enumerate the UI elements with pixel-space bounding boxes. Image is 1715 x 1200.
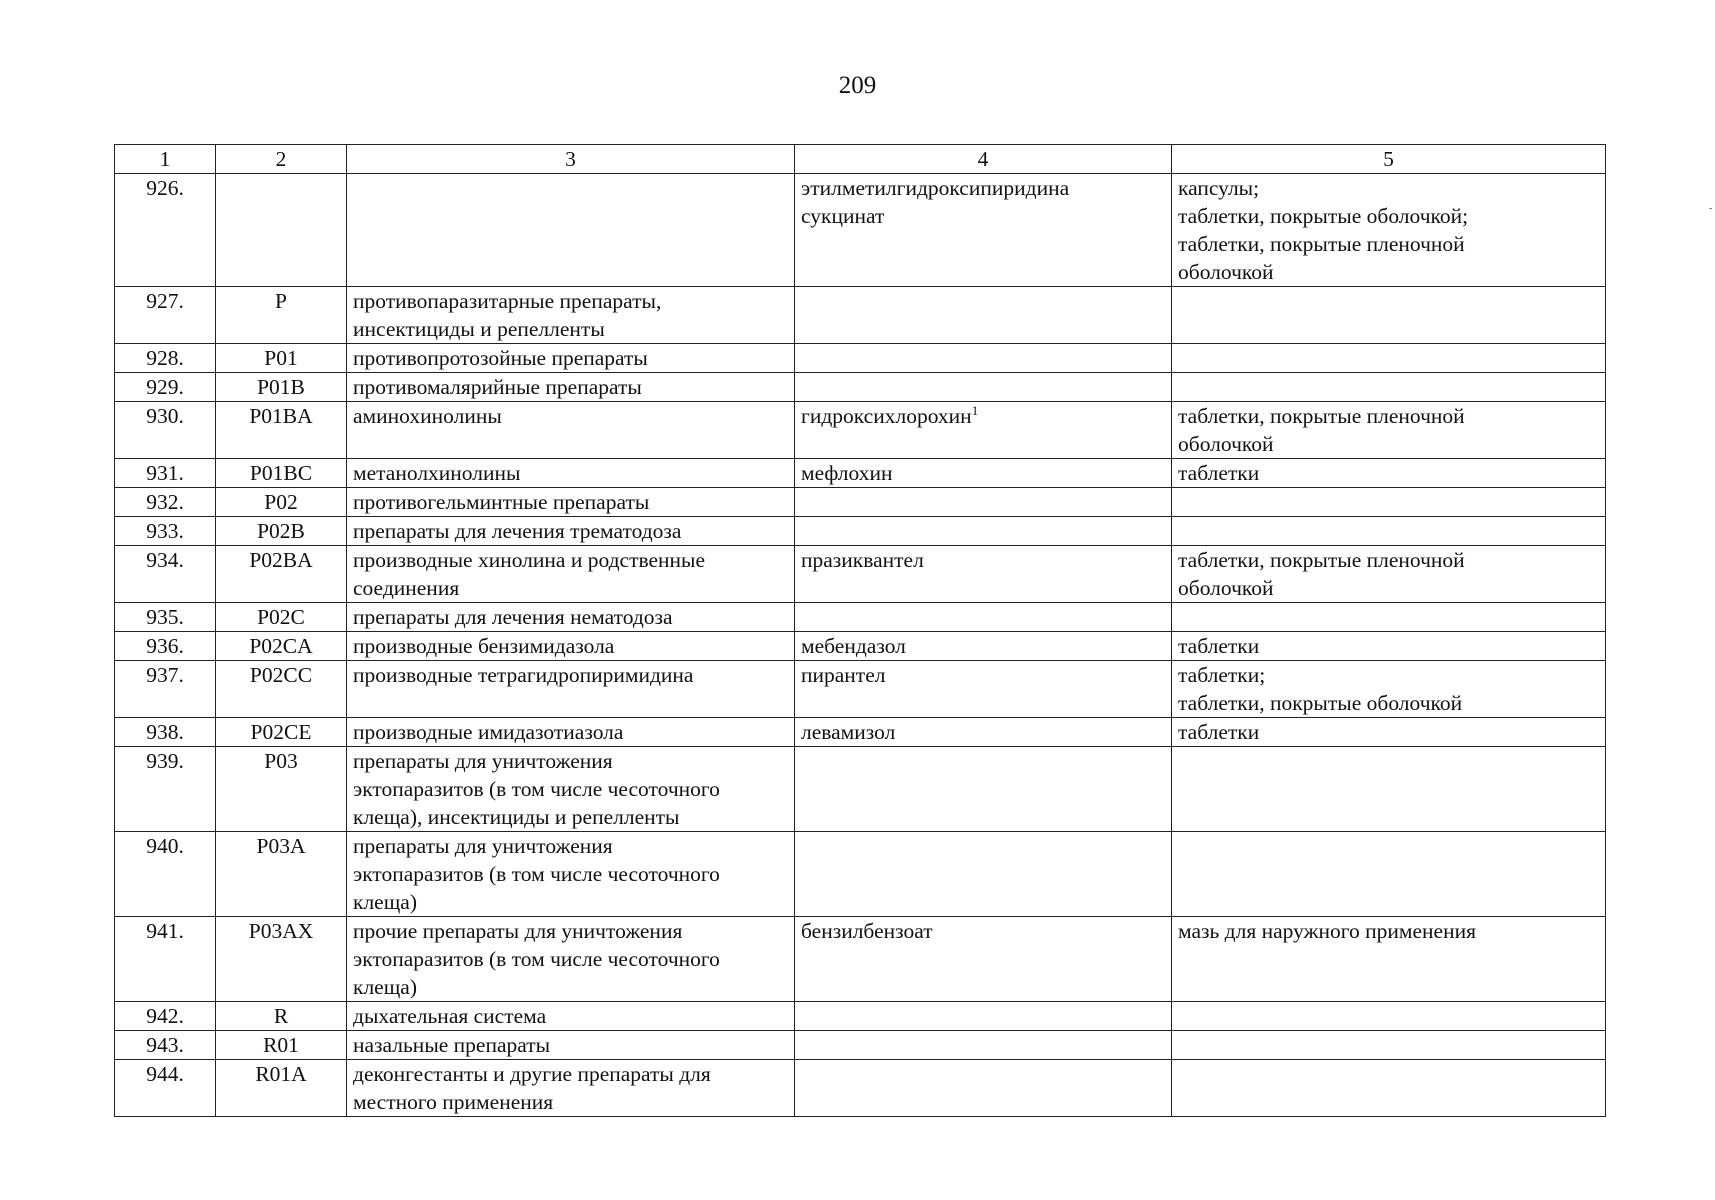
group-text-line: производные тетрагидропиримидина [353, 663, 694, 687]
dosage-form-line: таблетки [1178, 720, 1260, 744]
dosage-form-cell [1172, 832, 1606, 917]
dosage-form-cell [1172, 287, 1606, 344]
anatomical-group-cell [347, 373, 795, 402]
medication-table [114, 144, 1606, 1117]
row-number-cell [115, 1060, 216, 1117]
row-number-cell [115, 917, 216, 1002]
row-number: 940. [146, 834, 184, 858]
header-cell: 5 [1172, 145, 1606, 174]
dosage-form-line: таблетки [1178, 634, 1260, 658]
drug-name-line: пирантел [801, 663, 886, 687]
group-text-line: препараты для уничтожения [353, 749, 613, 773]
group-text-line: препараты для лечения нематодоза [353, 605, 673, 629]
drug-name-cell [795, 603, 1172, 632]
anatomical-group-cell [347, 1031, 795, 1060]
dosage-form-line: капсулы; [1178, 176, 1260, 200]
table-row [115, 1060, 1606, 1117]
dosage-form-cell [1172, 632, 1606, 661]
group-text-line: производные имидазотиазола [353, 720, 624, 744]
atc-code-cell [216, 546, 347, 603]
drug-name-cell [795, 174, 1172, 287]
group-text-line: дыхательная система [353, 1004, 547, 1028]
row-number: 930. [146, 404, 184, 428]
dosage-form-cell [1172, 661, 1606, 718]
dosage-form-cell [1172, 1060, 1606, 1117]
row-number: 936. [146, 634, 184, 658]
atc-code-cell [216, 459, 347, 488]
group-text-line: назальные препараты [353, 1033, 551, 1057]
drug-name-cell [795, 1002, 1172, 1031]
dosage-form-cell [1172, 402, 1606, 459]
table-row [115, 747, 1606, 832]
atc-code-cell [216, 488, 347, 517]
dosage-form-line: мазь для наружного применения [1178, 919, 1476, 943]
drug-name-cell [795, 917, 1172, 1002]
table-row [115, 661, 1606, 718]
atc-code: P01BC [249, 461, 313, 485]
atc-code-cell [216, 832, 347, 917]
drug-name-cell [795, 488, 1172, 517]
group-text-line: прочие препараты для уничтожения [353, 919, 683, 943]
group-text-line: аминохинолины [353, 404, 502, 428]
group-text-line: эктопаразитов (в том числе чесоточного [353, 777, 720, 801]
row-number: 944. [146, 1062, 184, 1086]
row-number-cell [115, 402, 216, 459]
anatomical-group-cell [347, 832, 795, 917]
group-text-line: противопаразитарные препараты, [353, 289, 662, 313]
group-text-line: деконгестанты и другие препараты для [353, 1062, 711, 1086]
dosage-form-line: оболочкой [1178, 576, 1274, 600]
atc-code-cell [216, 1031, 347, 1060]
group-text-line: клеща) [353, 975, 417, 999]
group-text-line: противопротозойные препараты [353, 346, 648, 370]
drug-name-cell [795, 459, 1172, 488]
header-row [115, 145, 1606, 174]
dosage-form-cell [1172, 1031, 1606, 1060]
atc-code-cell [216, 1002, 347, 1031]
group-text-line: противомалярийные препараты [353, 375, 642, 399]
group-text-line: клеща) [353, 890, 417, 914]
group-text-line: эктопаразитов (в том числе чесоточного [353, 947, 720, 971]
footnote-marker: 1 [971, 403, 979, 418]
row-number-cell [115, 832, 216, 917]
atc-code-cell [216, 632, 347, 661]
atc-code: P03A [256, 834, 306, 858]
dosage-form-line: таблетки, покрытые оболочкой; [1178, 204, 1469, 228]
atc-code: R01 [263, 1033, 299, 1057]
drug-name-cell [795, 661, 1172, 718]
table-row [115, 373, 1606, 402]
dosage-form-cell [1172, 488, 1606, 517]
dosage-form-cell [1172, 174, 1606, 287]
drug-name-cell [795, 546, 1172, 603]
group-text-line: метанолхинолины [353, 461, 521, 485]
group-text-line: клеща), инсектициды и репелленты [353, 805, 680, 829]
drug-name-line: сукцинат [801, 204, 885, 228]
atc-code-cell [216, 718, 347, 747]
table-row [115, 718, 1606, 747]
drug-name-with-footnote [801, 402, 1165, 430]
table-row [115, 459, 1606, 488]
row-number: 928. [146, 346, 184, 370]
row-number-cell [115, 661, 216, 718]
anatomical-group-cell [347, 718, 795, 747]
drug-name-line: празиквантел [801, 548, 924, 572]
table-row [115, 344, 1606, 373]
page-number: 209 [838, 72, 877, 99]
atc-code: R01A [255, 1062, 307, 1086]
group-text-line: производные хинолина и родственные [353, 548, 706, 572]
anatomical-group-cell [347, 1002, 795, 1031]
anatomical-group-cell [347, 632, 795, 661]
anatomical-group-cell [347, 174, 795, 287]
row-number: 927. [146, 289, 184, 313]
dosage-form-cell [1172, 747, 1606, 832]
table-row [115, 603, 1606, 632]
row-number: 932. [146, 490, 184, 514]
row-number-cell [115, 1002, 216, 1031]
row-number: 938. [146, 720, 184, 744]
atc-code-cell [216, 747, 347, 832]
table-row [115, 402, 1606, 459]
atc-code-cell [216, 603, 347, 632]
anatomical-group-cell [347, 517, 795, 546]
header-cell: 1 [115, 145, 216, 174]
atc-code-cell [216, 344, 347, 373]
drug-name-cell [795, 832, 1172, 917]
dosage-form-line: таблетки [1178, 461, 1260, 485]
drug-name: гидроксихлорохин [801, 404, 972, 428]
drug-name-line: бензилбензоат [801, 919, 933, 943]
anatomical-group-cell [347, 287, 795, 344]
drug-name-cell [795, 747, 1172, 832]
drug-name-line: мефлохин [801, 461, 893, 485]
table-row [115, 1002, 1606, 1031]
table-row [115, 174, 1606, 287]
drug-name-cell [795, 344, 1172, 373]
row-number: 931. [146, 461, 184, 485]
row-number-cell [115, 459, 216, 488]
drug-name-cell [795, 402, 1172, 459]
atc-code-cell [216, 917, 347, 1002]
row-number-cell [115, 373, 216, 402]
anatomical-group-cell [347, 488, 795, 517]
row-number-cell [115, 718, 216, 747]
row-number-cell [115, 603, 216, 632]
group-text-line: препараты для лечения трематодоза [353, 519, 682, 543]
atc-code-cell [216, 174, 347, 287]
row-number: 942. [146, 1004, 184, 1028]
header-cell: 3 [347, 145, 795, 174]
atc-code: P02C [257, 605, 305, 629]
atc-code: P02 [264, 490, 298, 514]
row-number: 934. [146, 548, 184, 572]
row-number-cell [115, 344, 216, 373]
group-text-line: производные бензимидазола [353, 634, 615, 658]
table-row [115, 832, 1606, 917]
table-row [115, 917, 1606, 1002]
atc-code-cell [216, 373, 347, 402]
table-row [115, 1031, 1606, 1060]
row-number: 929. [146, 375, 184, 399]
dosage-form-line: таблетки, покрытые пленочной [1178, 232, 1465, 256]
dosage-form-cell [1172, 373, 1606, 402]
drug-name-line: этилметилгидроксипиридина [801, 176, 1070, 200]
anatomical-group-cell [347, 402, 795, 459]
anatomical-group-cell [347, 747, 795, 832]
drug-name-line: левамизол [801, 720, 896, 744]
dosage-form-cell [1172, 517, 1606, 546]
anatomical-group-cell [347, 1060, 795, 1117]
group-text-line: препараты для уничтожения [353, 834, 613, 858]
drug-name-line: мебендазол [801, 634, 906, 658]
drug-name-cell [795, 1031, 1172, 1060]
row-number-cell [115, 174, 216, 287]
dosage-form-cell [1172, 459, 1606, 488]
drug-name-cell [795, 287, 1172, 344]
group-text-line: соединения [353, 576, 460, 600]
anatomical-group-cell [347, 546, 795, 603]
atc-code: P02CA [249, 634, 313, 658]
group-text-line: местного применения [353, 1090, 554, 1114]
dosage-form-line: оболочкой [1178, 432, 1274, 456]
atc-code: P02BA [249, 548, 313, 572]
row-number: 943. [146, 1033, 184, 1057]
dosage-form-cell [1172, 1002, 1606, 1031]
atc-code-cell [216, 1060, 347, 1117]
dosage-form-line: таблетки, покрытые пленочной [1178, 548, 1465, 572]
anatomical-group-cell [347, 917, 795, 1002]
drug-name-cell [795, 632, 1172, 661]
row-number-cell [115, 1031, 216, 1060]
atc-code: P03AX [248, 919, 314, 943]
row-number-cell [115, 517, 216, 546]
dosage-form-cell [1172, 546, 1606, 603]
atc-code-cell [216, 517, 347, 546]
group-text-line: противогельминтные препараты [353, 490, 650, 514]
atc-code: P01 [264, 346, 298, 370]
row-number-cell [115, 632, 216, 661]
atc-code: R [273, 1004, 289, 1028]
row-number-cell [115, 488, 216, 517]
dosage-form-line: оболочкой [1178, 260, 1274, 284]
header-cell: 2 [216, 145, 347, 174]
drug-name-cell [795, 517, 1172, 546]
atc-code-cell [216, 402, 347, 459]
row-number: 926. [146, 176, 184, 200]
dosage-form-line: таблетки, покрытые пленочной [1178, 404, 1465, 428]
table-row [115, 517, 1606, 546]
drug-name-cell [795, 1060, 1172, 1117]
row-number-cell [115, 287, 216, 344]
table-row [115, 546, 1606, 603]
row-number: 933. [146, 519, 184, 543]
row-number: 937. [146, 663, 184, 687]
atc-code: P01BA [249, 404, 313, 428]
header-cell: 4 [795, 145, 1172, 174]
atc-code: P02B [257, 519, 305, 543]
drug-name-cell [795, 373, 1172, 402]
atc-code: P03 [264, 749, 298, 773]
dosage-form-cell [1172, 917, 1606, 1002]
table-row [115, 632, 1606, 661]
anatomical-group-cell [347, 344, 795, 373]
scan-speck [1709, 208, 1712, 209]
atc-code: P [275, 289, 287, 313]
anatomical-group-cell [347, 459, 795, 488]
atc-code-cell [216, 661, 347, 718]
anatomical-group-cell [347, 661, 795, 718]
atc-code: P02CC [249, 663, 313, 687]
atc-code: P02CE [250, 720, 312, 744]
table-row [115, 488, 1606, 517]
dosage-form-line: таблетки, покрытые оболочкой [1178, 691, 1463, 715]
row-number: 935. [146, 605, 184, 629]
dosage-form-cell [1172, 603, 1606, 632]
row-number: 939. [146, 749, 184, 773]
row-number-cell [115, 747, 216, 832]
dosage-form-cell [1172, 718, 1606, 747]
dosage-form-line: таблетки; [1178, 663, 1266, 687]
dosage-form-cell [1172, 344, 1606, 373]
group-text-line: инсектициды и репелленты [353, 317, 605, 341]
row-number: 941. [146, 919, 184, 943]
anatomical-group-cell [347, 603, 795, 632]
drug-name-cell [795, 718, 1172, 747]
atc-code-cell [216, 287, 347, 344]
group-text-line: эктопаразитов (в том числе чесоточного [353, 862, 720, 886]
atc-code: P01B [257, 375, 305, 399]
row-number-cell [115, 546, 216, 603]
table-row [115, 287, 1606, 344]
